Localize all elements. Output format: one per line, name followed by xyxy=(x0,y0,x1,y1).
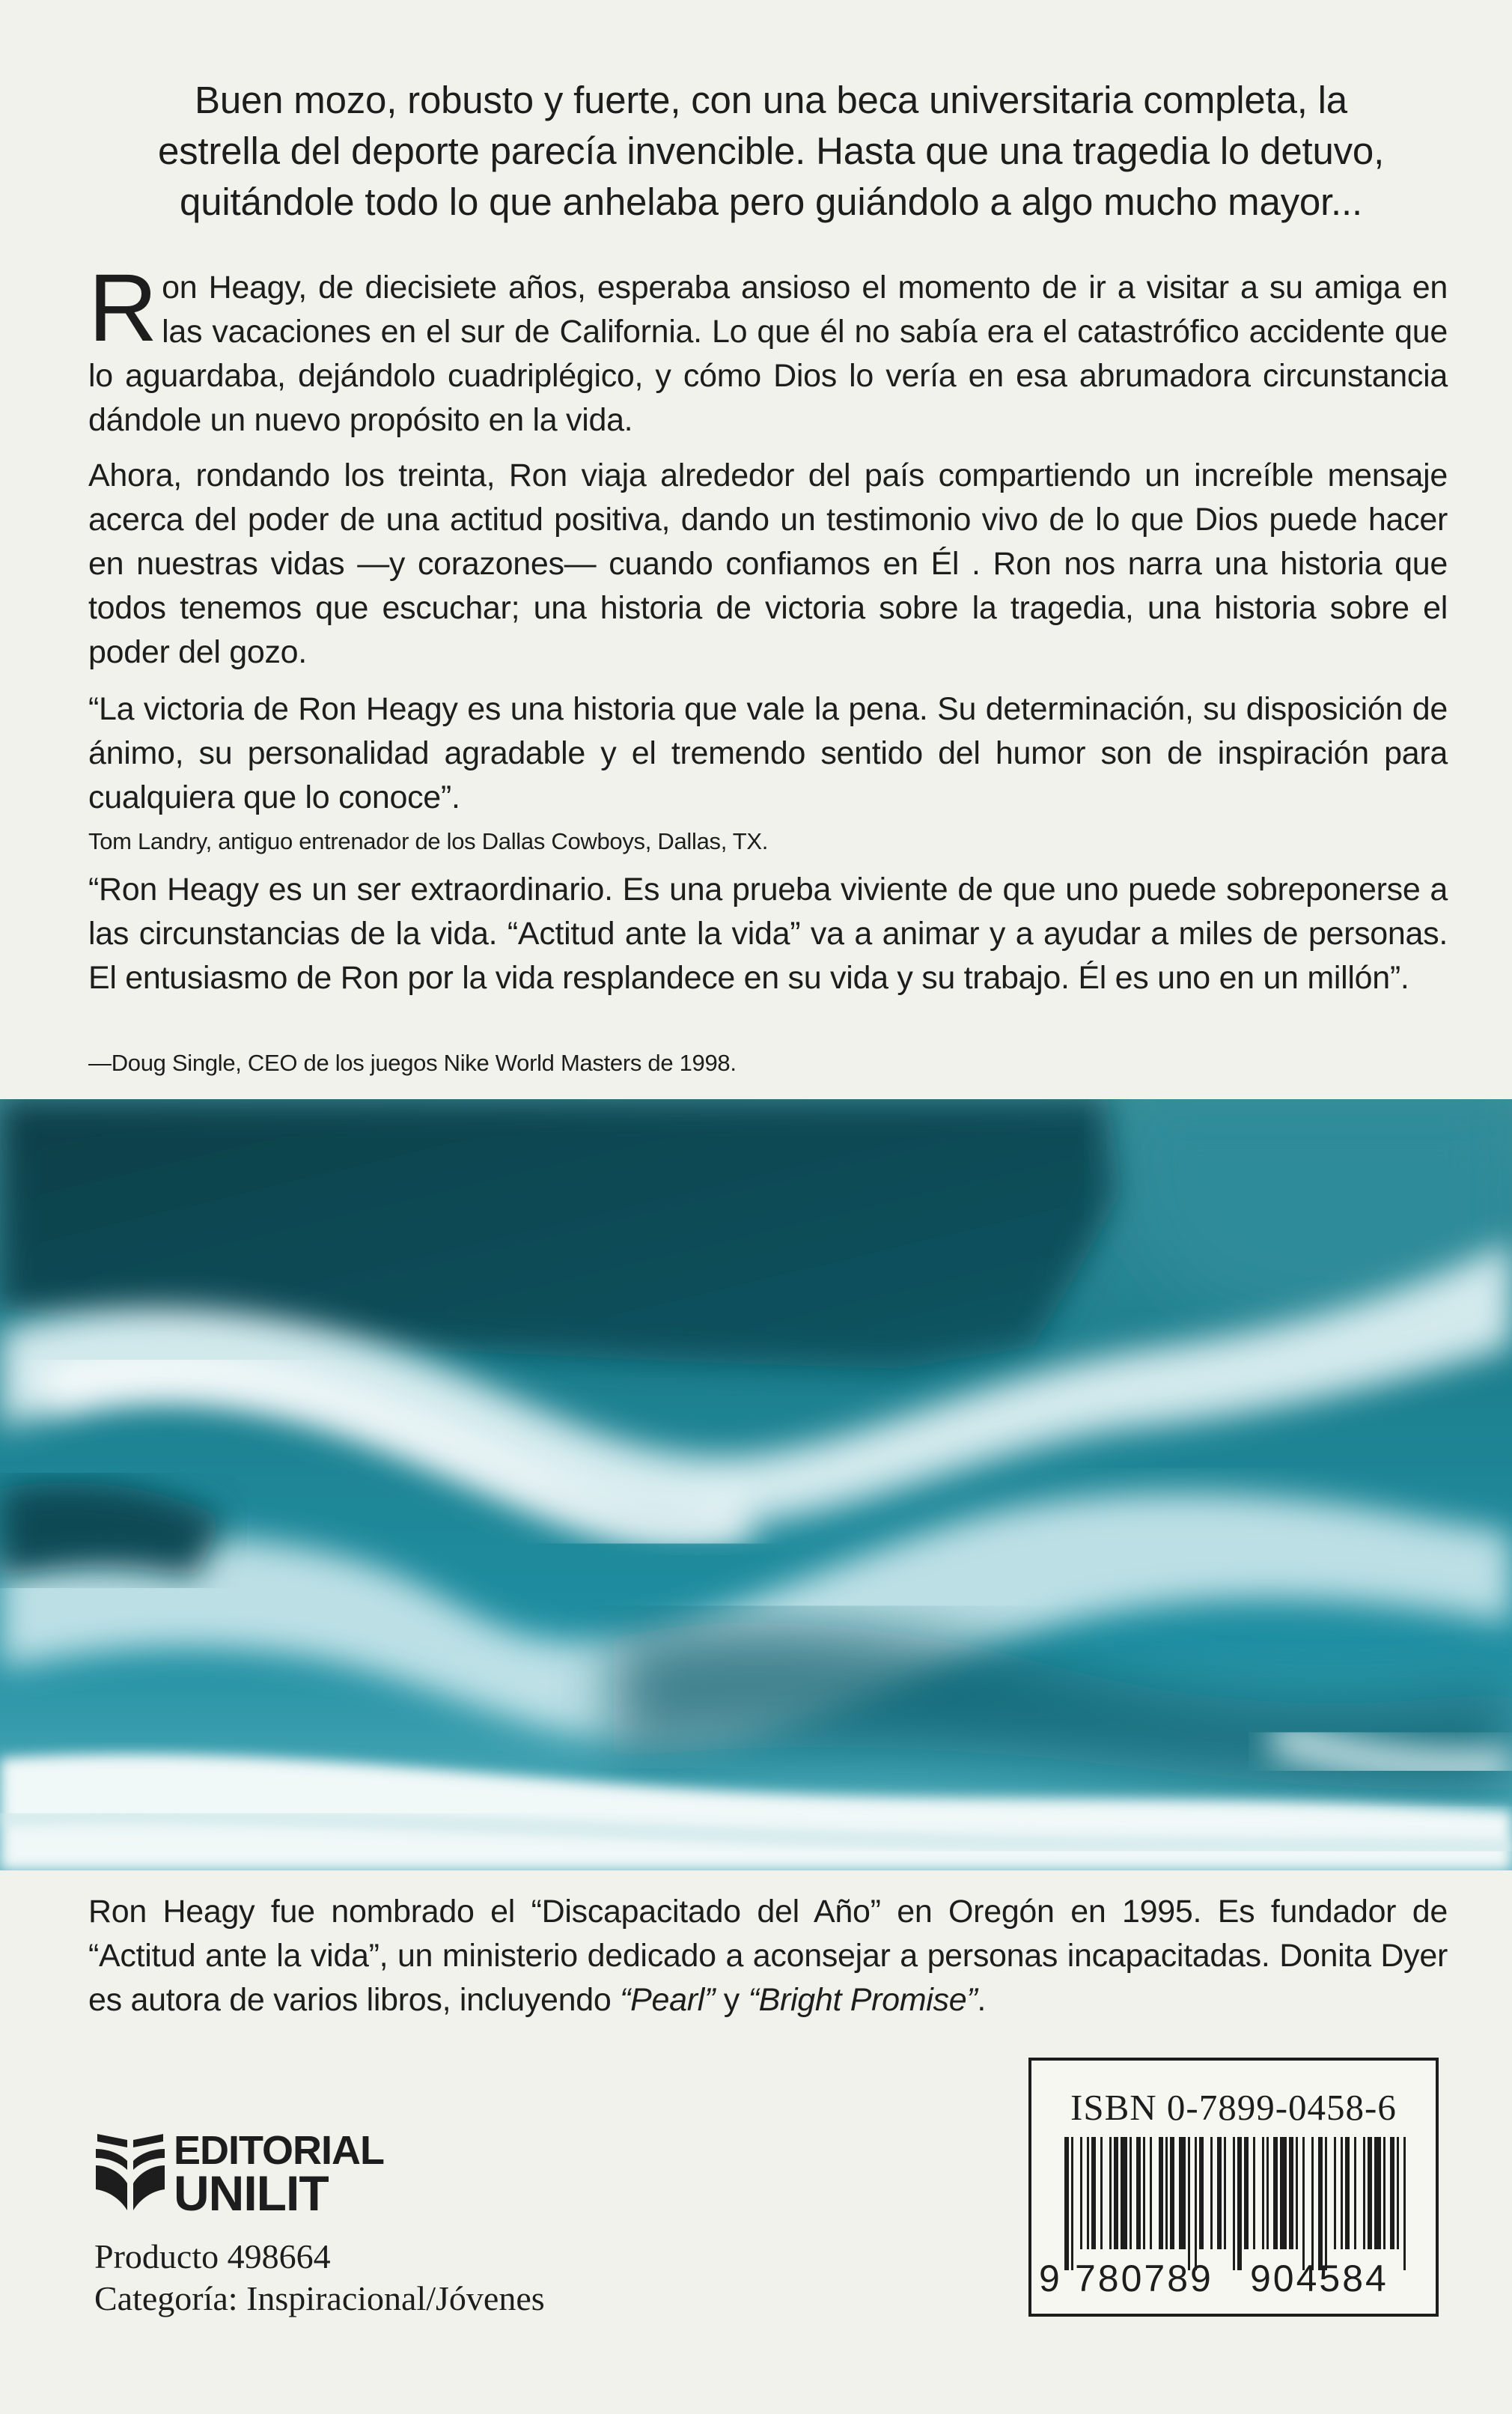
author-bio-connector: y xyxy=(715,1982,749,2018)
barcode-bar xyxy=(1341,2137,1343,2249)
synopsis-paragraph-1-text: on Heagy, de diecisiete años, esperaba ansioso el momento de ir a visitar a su amiga en las vacaciones en el sur de California. Lo que él no sabía era el catastrófico accidente que lo aguardaba, dejándolo cuadriplégico, y cómo Dios lo vería en esa abrumadora circunstancia dándole un nuevo propósito en la vida. xyxy=(88,270,1448,438)
barcode-bar xyxy=(1121,2137,1127,2249)
barcode-bar xyxy=(1064,2137,1069,2270)
endorsement-attribution-2: —Doug Single, CEO de los juegos Nike World Masters de 1998. xyxy=(88,1050,737,1076)
barcode-bar xyxy=(1188,2137,1190,2270)
barcode-bar xyxy=(1363,2137,1365,2249)
publisher-logo xyxy=(93,2126,407,2221)
publisher-name-unilit: UNILIT xyxy=(174,2165,329,2221)
barcode-bar xyxy=(1374,2137,1381,2249)
product-number: Producto 498664 xyxy=(94,2237,331,2275)
barcode-bar xyxy=(1266,2137,1269,2249)
barcode-bar xyxy=(1302,2137,1305,2270)
barcode-bar xyxy=(1159,2137,1163,2249)
ocean-wave-photo xyxy=(0,1099,1512,1870)
barcode-bar xyxy=(1114,2137,1118,2249)
book-title-pearl: “Pearl” xyxy=(620,1982,716,2018)
barcode-bar xyxy=(1199,2137,1204,2249)
intro-line-3: quitándole todo lo que anhelaba pero guiándolo a algo mucho mayor... xyxy=(180,180,1362,223)
barcode-bar xyxy=(1354,2137,1356,2249)
barcode-bar xyxy=(1262,2137,1264,2249)
barcode-bar xyxy=(1080,2137,1082,2249)
barcode-bar xyxy=(1403,2137,1406,2270)
barcode-bar xyxy=(1109,2137,1112,2249)
barcode-bar xyxy=(1170,2137,1174,2249)
barcode-bar xyxy=(1217,2137,1222,2249)
barcode-bar xyxy=(1273,2137,1278,2249)
barcode-bar xyxy=(1318,2137,1323,2270)
book-emblem-icon xyxy=(93,2126,168,2215)
barcode-bar xyxy=(1397,2137,1399,2249)
intro-line-2: estrella del deporte parecía invencible. Hasta que una tragedia lo detuvo, xyxy=(157,130,1385,172)
isbn-barcode-box xyxy=(1028,2058,1439,2317)
author-bio-end: . xyxy=(977,1982,987,2018)
barcode-bar xyxy=(1289,2137,1293,2249)
barcode-bar xyxy=(1150,2137,1152,2249)
barcode-bar xyxy=(1071,2137,1073,2270)
barcode-digits-right: 904584 xyxy=(1250,2258,1388,2299)
synopsis-paragraph-2: Ahora, rondando los treinta, Ron viaja alrededor del país compartiendo un increíble mensaje acerca del poder de una actitud positiva, dando un testimonio vivo de lo que Dios puede hacer en nuestras vidas —y corazones— cuando confiamos en Él . Ron nos narra una historia que todos tenemos que escuchar; una historia de victoria sobre la tragedia, una historia sobre el poder del gozo. xyxy=(88,457,1448,670)
barcode-digit-prefix: 9 xyxy=(1039,2258,1062,2299)
barcode-bar xyxy=(1224,2137,1226,2249)
product-category: Categoría: Inspiracional/Jóvenes xyxy=(94,2279,545,2317)
barcode-bar xyxy=(1311,2137,1314,2270)
barcode-bar xyxy=(1130,2137,1132,2249)
endorsement-quote-1: “La victoria de Ron Heagy es una historia que vale la pena. Su determinación, su disposición de ánimo, su personalidad agradable y el tremendo sentido del humor son de inspiración para cualquiera que lo conoce”. xyxy=(88,691,1448,815)
barcode xyxy=(1058,2137,1415,2272)
book-title-bright-promise: “Bright Promise” xyxy=(748,1982,978,2018)
barcode-bar xyxy=(1237,2137,1242,2270)
barcode-digits-left: 780789 xyxy=(1075,2258,1213,2299)
isbn-number: ISBN 0-7899-0458-6 xyxy=(1070,2087,1397,2128)
intro-blurb xyxy=(135,75,1407,228)
barcode-bar xyxy=(1210,2137,1213,2249)
barcode-bar xyxy=(1390,2137,1394,2249)
barcode-bar xyxy=(1136,2137,1141,2249)
barcode-bar xyxy=(1179,2137,1186,2249)
publisher-name-editorial: EDITORIAL xyxy=(174,2128,385,2173)
barcode-bar xyxy=(1165,2137,1168,2249)
barcode-bar xyxy=(1280,2137,1287,2249)
barcode-bar xyxy=(1233,2137,1235,2270)
endorsement-quote-2: “Ron Heagy es un ser extraordinario. Es una prueba viviente de que uno puede sobreponerse a las circunstancias de la vida. “Actitud ante la vida” va a animar y a ayudar a miles de personas. El entusiasmo de Ron por la vida resplandece en su vida y su trabajo. Él es uno en un millón”. xyxy=(88,872,1448,996)
barcode-bar xyxy=(1195,2137,1197,2270)
barcode-bar xyxy=(1244,2137,1249,2249)
barcode-bar xyxy=(1296,2137,1298,2249)
barcode-bar xyxy=(1253,2137,1255,2249)
barcode-bar xyxy=(1383,2137,1386,2249)
barcode-bar xyxy=(1325,2137,1327,2270)
intro-line-1: Buen mozo, robusto y fuerte, con una beca universitaria completa, la xyxy=(195,79,1347,121)
barcode-bar xyxy=(1368,2137,1372,2249)
drop-cap: R xyxy=(88,255,158,362)
barcode-bar xyxy=(1100,2137,1103,2249)
barcode-bar xyxy=(1091,2137,1096,2249)
barcode-bar xyxy=(1143,2137,1145,2249)
barcode-bar xyxy=(1345,2137,1350,2249)
author-bio xyxy=(88,1890,1448,2022)
author-bio-text: Ron Heagy fue nombrado el “Discapacitado del Año” en Oregón en 1995. Es fundador de “Actitud ante la vida”, un ministerio dedicado a aconsejar a personas incapacitadas. Donita Dyer es autora de varios libros, incluyendo xyxy=(88,1894,1448,2018)
synopsis-paragraph-1 xyxy=(88,255,1448,443)
barcode-bar xyxy=(1087,2137,1089,2249)
product-info xyxy=(94,2236,545,2320)
barcode-bar xyxy=(1334,2137,1336,2249)
endorsement-attribution-1: Tom Landry, antiguo entrenador de los Dallas Cowboys, Dallas, TX. xyxy=(88,828,769,854)
